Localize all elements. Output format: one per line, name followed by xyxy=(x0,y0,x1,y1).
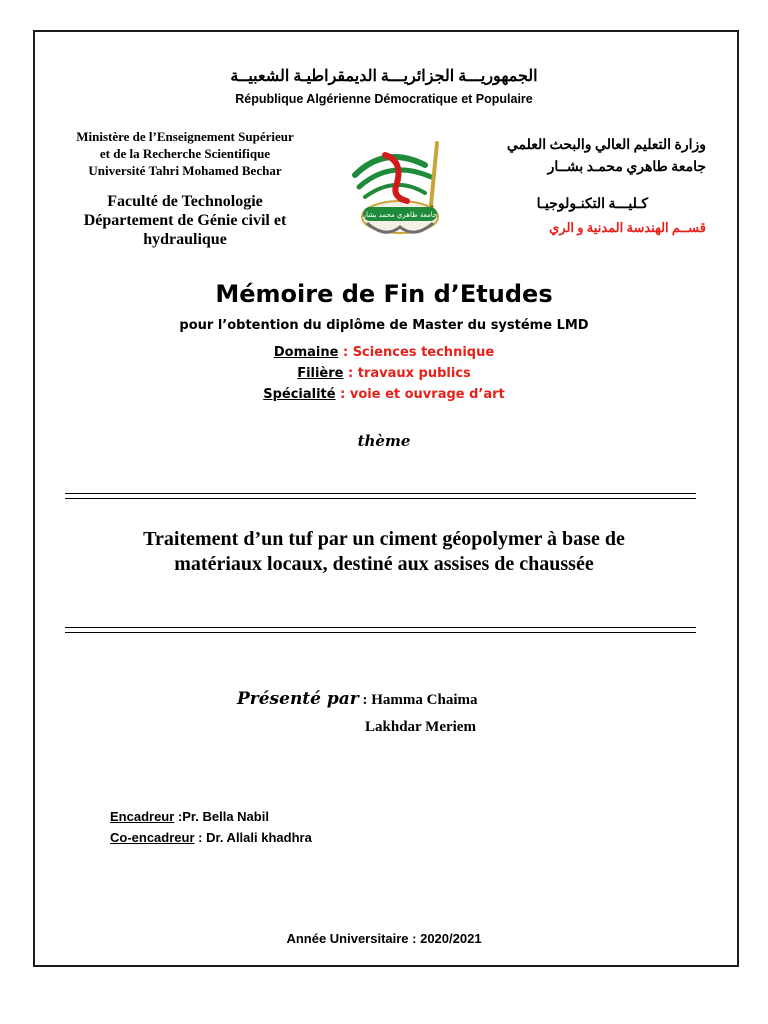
department-fr-line2: hydraulique xyxy=(143,231,227,248)
theme-rule-bottom-2 xyxy=(65,632,696,633)
supervision-block xyxy=(110,806,312,848)
student-1-name: Hamma Chaima xyxy=(371,692,478,708)
department-ar: قســم الهندسة المدنية و الري xyxy=(549,220,706,235)
faculty-ar: كـليـــة التكنـولوجيـا xyxy=(536,197,648,212)
university-fr: Université Tahri Mohamed Bechar xyxy=(88,163,282,178)
program-details xyxy=(0,342,768,405)
theme-label: thème xyxy=(357,432,411,450)
domaine-line xyxy=(0,342,768,363)
presented-by-separator: : xyxy=(358,692,372,708)
coencadreur-label: Co-encadreur xyxy=(110,830,195,845)
domaine-separator: : xyxy=(338,345,353,360)
encadreur-line xyxy=(110,806,312,827)
specialite-label: Spécialité xyxy=(263,387,336,402)
encadreur-label: Encadreur xyxy=(110,809,175,824)
domaine-label: Domaine xyxy=(273,345,339,360)
filiere-separator: : xyxy=(343,366,358,381)
faculty-block-fr xyxy=(55,192,315,249)
thesis-title xyxy=(40,527,728,577)
coencadreur-value: : Dr. Allali khadhra xyxy=(194,830,312,845)
presented-by-line xyxy=(237,689,478,709)
filiere-label: Filière xyxy=(297,366,344,381)
filiere-line xyxy=(0,363,768,384)
faculty-fr: Faculté de Technologie xyxy=(107,193,263,210)
presented-by-label: Présenté par xyxy=(237,689,359,709)
university-logo-icon xyxy=(345,135,455,245)
left-institution-block xyxy=(55,128,315,179)
ministry-fr-line1: Ministère de l’Enseignement Supérieur xyxy=(76,129,294,144)
ministry-fr-line2: et de la Recherche Scientifique xyxy=(99,146,271,161)
coencadreur-line xyxy=(110,827,312,848)
arabic-republic-title: الجمهوريـــة الجزائريـــة الديمقراطيـة الشعبيــة xyxy=(230,68,538,85)
thesis-title-line2: matériaux locaux, destiné aux assises de chaussée xyxy=(174,553,594,575)
thesis-title-line1: Traitement d’un tuf par un ciment géopolymer à base de xyxy=(143,528,625,550)
logo-caption: جامعة طاهري محمد بشار xyxy=(362,211,438,219)
logo-red-stroke xyxy=(385,155,407,201)
logo-pen xyxy=(431,143,437,205)
theme-rule-top-2 xyxy=(65,498,696,499)
ministry-ar: وزارة التعليم العالي والبحث العلمي xyxy=(506,138,706,153)
right-institution-block xyxy=(470,135,706,179)
university-ar: جامعة طاهري محمـد بشــار xyxy=(547,160,706,175)
theme-rule-bottom-1 xyxy=(65,627,696,628)
academic-year: Année Universitaire : 2020/2021 xyxy=(286,931,482,946)
domaine-value: Sciences technique xyxy=(352,345,495,360)
french-republic-title: République Algérienne Démocratique et Populaire xyxy=(235,92,533,106)
memoire-title: Mémoire de Fin d’Etudes xyxy=(215,280,553,308)
memoire-subtitle: pour l’obtention du diplôme de Master du systéme LMD xyxy=(179,318,589,333)
department-fr-line1: Département de Génie civil et xyxy=(83,212,287,229)
encadreur-value: :Pr. Bella Nabil xyxy=(174,809,269,824)
specialite-line xyxy=(0,384,768,405)
theme-rule-top-1 xyxy=(65,493,696,494)
student-2-name: Lakhdar Meriem xyxy=(365,719,476,735)
specialite-separator: : xyxy=(335,387,350,402)
specialite-value: voie et ouvrage d’art xyxy=(349,387,505,402)
filiere-value: travaux publics xyxy=(357,366,471,381)
